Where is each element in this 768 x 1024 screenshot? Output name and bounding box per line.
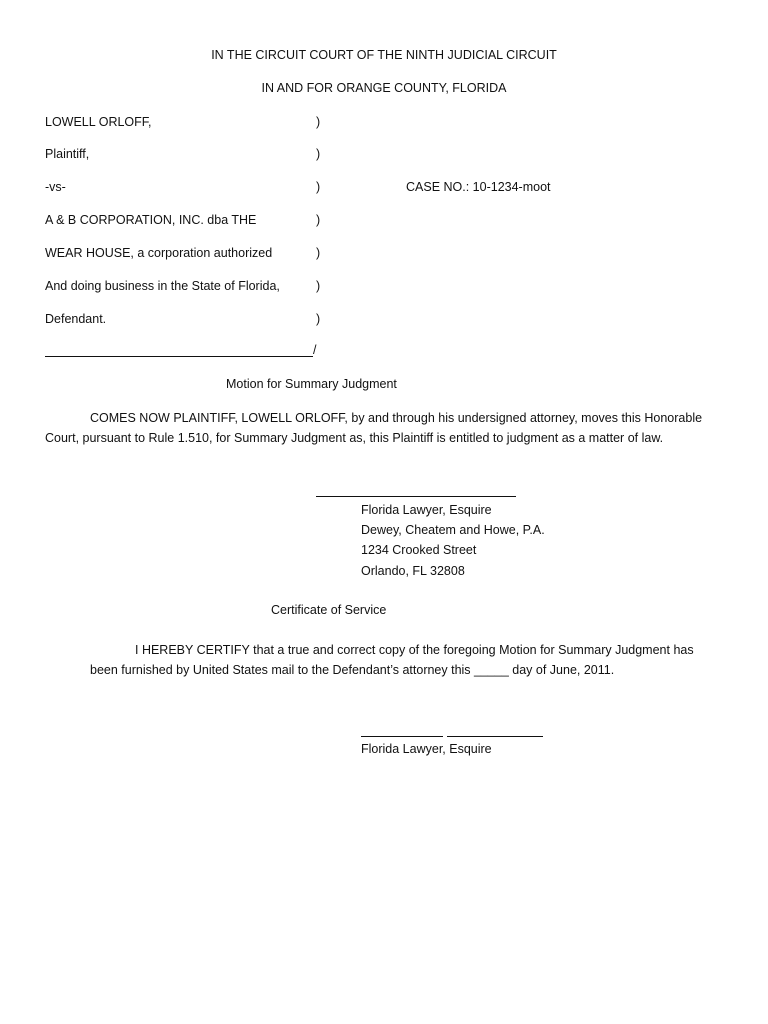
- court-heading-line2: IN AND FOR ORANGE COUNTY, FLORIDA: [261, 81, 507, 95]
- caption-closing-rule: [45, 356, 313, 357]
- attorney-name: Florida Lawyer, Esquire: [361, 503, 492, 517]
- firm-address-street: 1234 Crooked Street: [361, 543, 477, 557]
- defendant-name-line3: And doing business in the State of Florida,: [45, 279, 280, 293]
- motion-body: COMES NOW PLAINTIFF, LOWELL ORLOFF, by and through his undersigned attorney, moves this Honorable Court, pursuant to Rule 1.510, for Summary Judgment as, this Plaintiff is entitled to judgment as a matter of law.: [45, 411, 703, 445]
- caption-paren: ): [316, 312, 321, 326]
- caption-paren: ): [316, 180, 321, 194]
- law-firm: Dewey, Cheatem and Howe, P.A.: [361, 523, 545, 537]
- defendant-label: Defendant.: [45, 312, 107, 326]
- signature-line: [316, 496, 516, 497]
- caption-paren: ): [316, 213, 321, 227]
- caption-closing-slash: /: [313, 343, 317, 357]
- defendant-name-line1: A & B CORPORATION, INC. dba THE: [45, 213, 257, 227]
- certificate-signer: Florida Lawyer, Esquire: [361, 742, 492, 756]
- certificate-signature-line: [447, 736, 543, 737]
- versus-label: -vs-: [45, 180, 66, 194]
- case-number: CASE NO.: 10-1234-moot: [406, 180, 551, 194]
- defendant-name-line2: WEAR HOUSE, a corporation authorized: [45, 246, 273, 260]
- caption-paren: ): [316, 147, 321, 161]
- certificate-signature-line: [361, 736, 443, 737]
- firm-address-city: Orlando, FL 32808: [361, 564, 465, 578]
- court-heading-line1: IN THE CIRCUIT COURT OF THE NINTH JUDICIAL CIRCUIT: [211, 48, 557, 62]
- plaintiff-name: LOWELL ORLOFF,: [45, 115, 152, 129]
- motion-title: Motion for Summary Judgment: [226, 377, 397, 391]
- plaintiff-label: Plaintiff,: [45, 147, 90, 161]
- caption-paren: ): [316, 246, 321, 260]
- caption-paren: ): [316, 279, 321, 293]
- certificate-title: Certificate of Service: [271, 603, 387, 617]
- caption-paren: ): [316, 115, 321, 129]
- certificate-body: I HEREBY CERTIFY that a true and correct copy of the foregoing Motion for Summary Judgment has been furnished by United States mail to the Defendant’s attorney this _____ day of June, 2011.: [90, 643, 694, 677]
